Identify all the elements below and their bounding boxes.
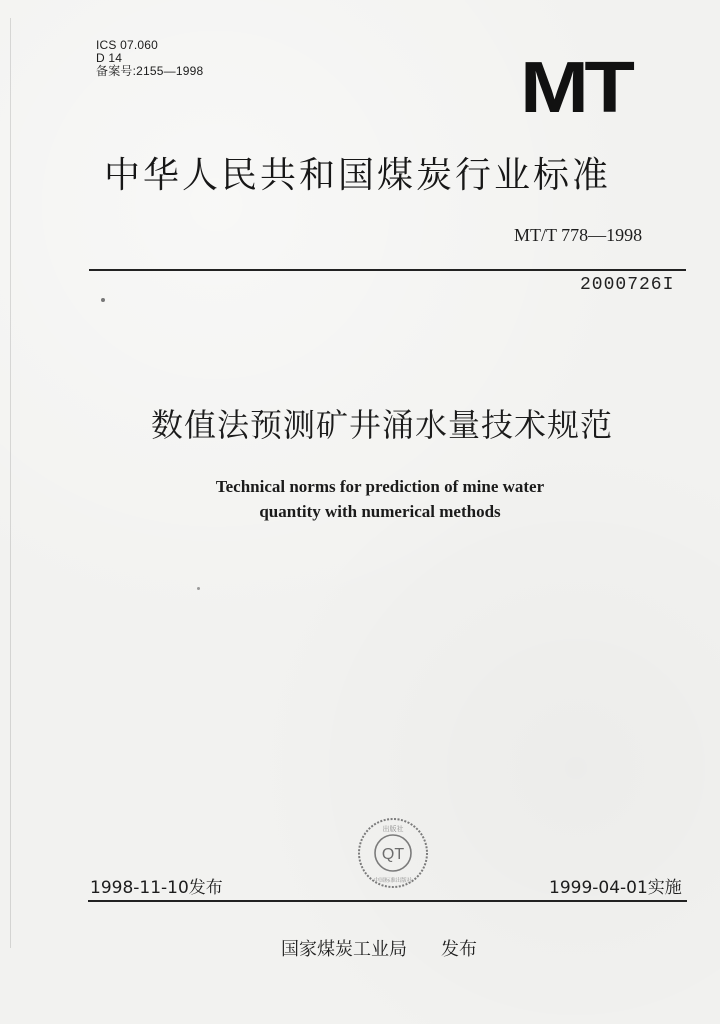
document-title-en-line-2: quantity with numerical methods [259,502,501,521]
publisher-line [281,940,477,960]
footer-divider [88,900,687,902]
document-title-cn: 数值法预测矿井涌水量技术规范 [151,406,614,444]
scan-dot [197,587,200,590]
document-metadata [96,39,203,78]
archive-number: 2000726I [580,275,675,295]
issuer-suffix: 发布 [441,939,477,960]
standard-category-title: 中华人民共和国煤炭行业标准 [104,155,612,196]
publisher-seal [355,815,431,891]
mt-logo: MT [520,48,631,128]
issue-date: 1998-11-10发布 [90,878,223,898]
seal-bottom-text: 中国标准出版社 [373,878,413,884]
scan-edge-line [10,18,11,948]
ics-code: ICS 07.060 [96,38,159,52]
standard-code: MT/T 778—1998 [514,225,643,245]
document-title-en-line-1: Technical norms for prediction of mine water [215,477,545,496]
record-number: 备案号:2155—1998 [96,64,204,78]
issuer-name: 国家煤炭工业局 [281,939,407,960]
implementation-date: 1999-04-01实施 [549,878,682,898]
classification-code: D 14 [96,51,123,65]
header-divider [89,269,686,271]
document-title-en [170,474,590,524]
scan-dot [101,298,105,302]
seal-top-text: 出版社 [382,825,404,833]
seal-center-text: QT [381,846,405,863]
